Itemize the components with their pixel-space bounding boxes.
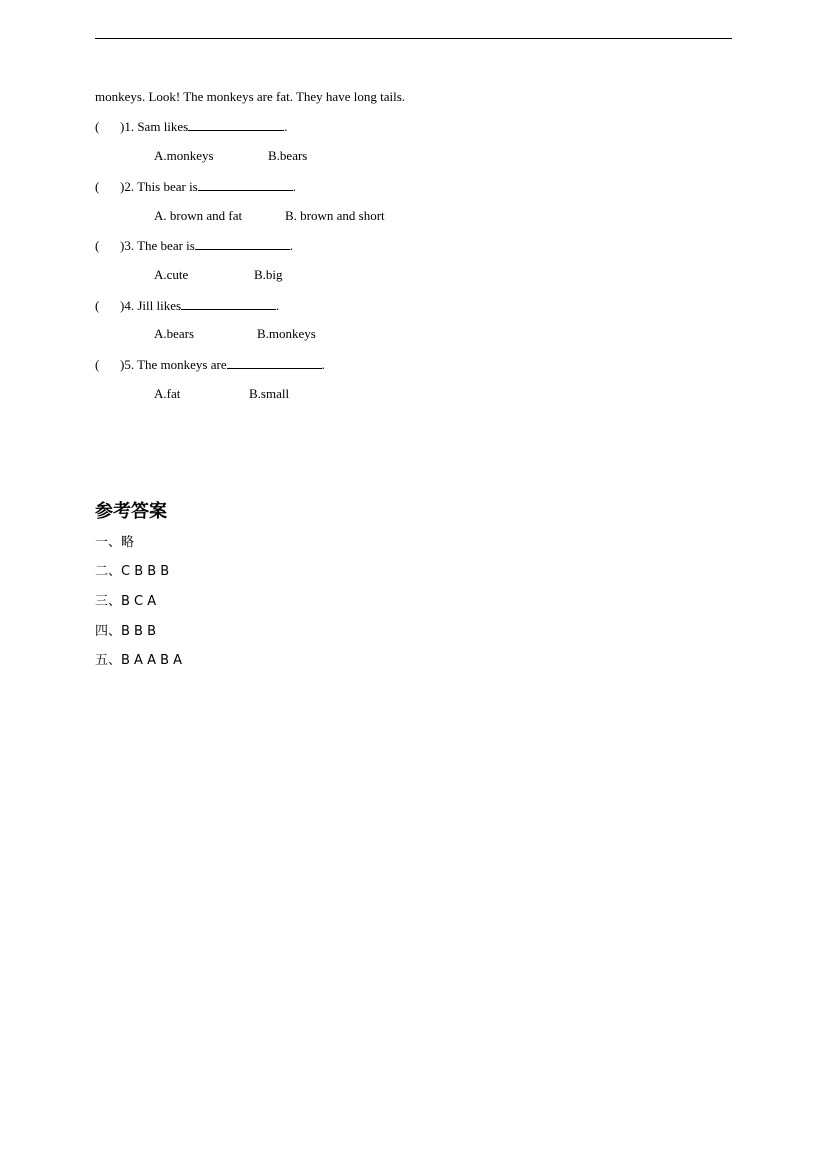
answer-key-title: 参考答案 [95, 501, 167, 522]
answer-item-3: 三、B C A [95, 594, 157, 609]
question-3-option-a: A.cute [154, 267, 189, 282]
question-2-option-a: A. brown and fat [154, 208, 243, 223]
question-3-option-b: B.big [254, 267, 283, 282]
answer-item-4: 四、B B B [95, 624, 157, 639]
answer-blank [227, 356, 322, 369]
question-1-prefix: )1. Sam likes [120, 119, 189, 134]
question-5 [95, 356, 325, 373]
question-2-suffix: . [292, 179, 296, 194]
answer-item-1: 一、略 [95, 535, 135, 550]
header-rule [95, 38, 732, 39]
answer-blank [195, 237, 290, 250]
question-2-prefix: )2. This bear is [120, 179, 198, 194]
question-4-option-a: A.bears [154, 326, 195, 341]
answer-blank [188, 118, 284, 131]
question-1-option-b: B.bears [268, 148, 308, 163]
question-4-prefix: )4. Jill likes [120, 298, 182, 313]
question-1 [95, 118, 288, 135]
question-3 [95, 237, 293, 254]
question-3-suffix: . [289, 238, 294, 253]
paren-open: ( [95, 119, 100, 134]
question-5-suffix: . [321, 357, 325, 372]
question-5-option-a: A.fat [154, 386, 181, 401]
question-1-option-a: A.monkeys [154, 148, 214, 163]
question-3-prefix: )3. The bear is [120, 238, 195, 253]
question-1-suffix: . [284, 119, 288, 134]
question-4-suffix: . [276, 298, 280, 313]
answer-blank [198, 178, 293, 191]
question-5-option-b: B.small [249, 386, 290, 401]
question-4 [95, 297, 279, 314]
question-4-option-b: B.monkeys [257, 326, 316, 341]
paren-open: ( [95, 238, 100, 253]
paren-open: ( [95, 357, 100, 372]
question-2 [95, 178, 296, 195]
paren-open: ( [95, 298, 100, 313]
question-5-prefix: )5. The monkeys are [120, 357, 227, 372]
intro-text: monkeys. Look! The monkeys are fat. They have long tails. [95, 89, 406, 104]
answer-blank [181, 297, 276, 310]
answer-item-2: 二、C B B B [95, 564, 170, 579]
question-2-option-b: B. brown and short [285, 208, 385, 223]
answer-item-5: 五、B A A B A [95, 653, 183, 668]
paren-open: ( [95, 179, 100, 194]
